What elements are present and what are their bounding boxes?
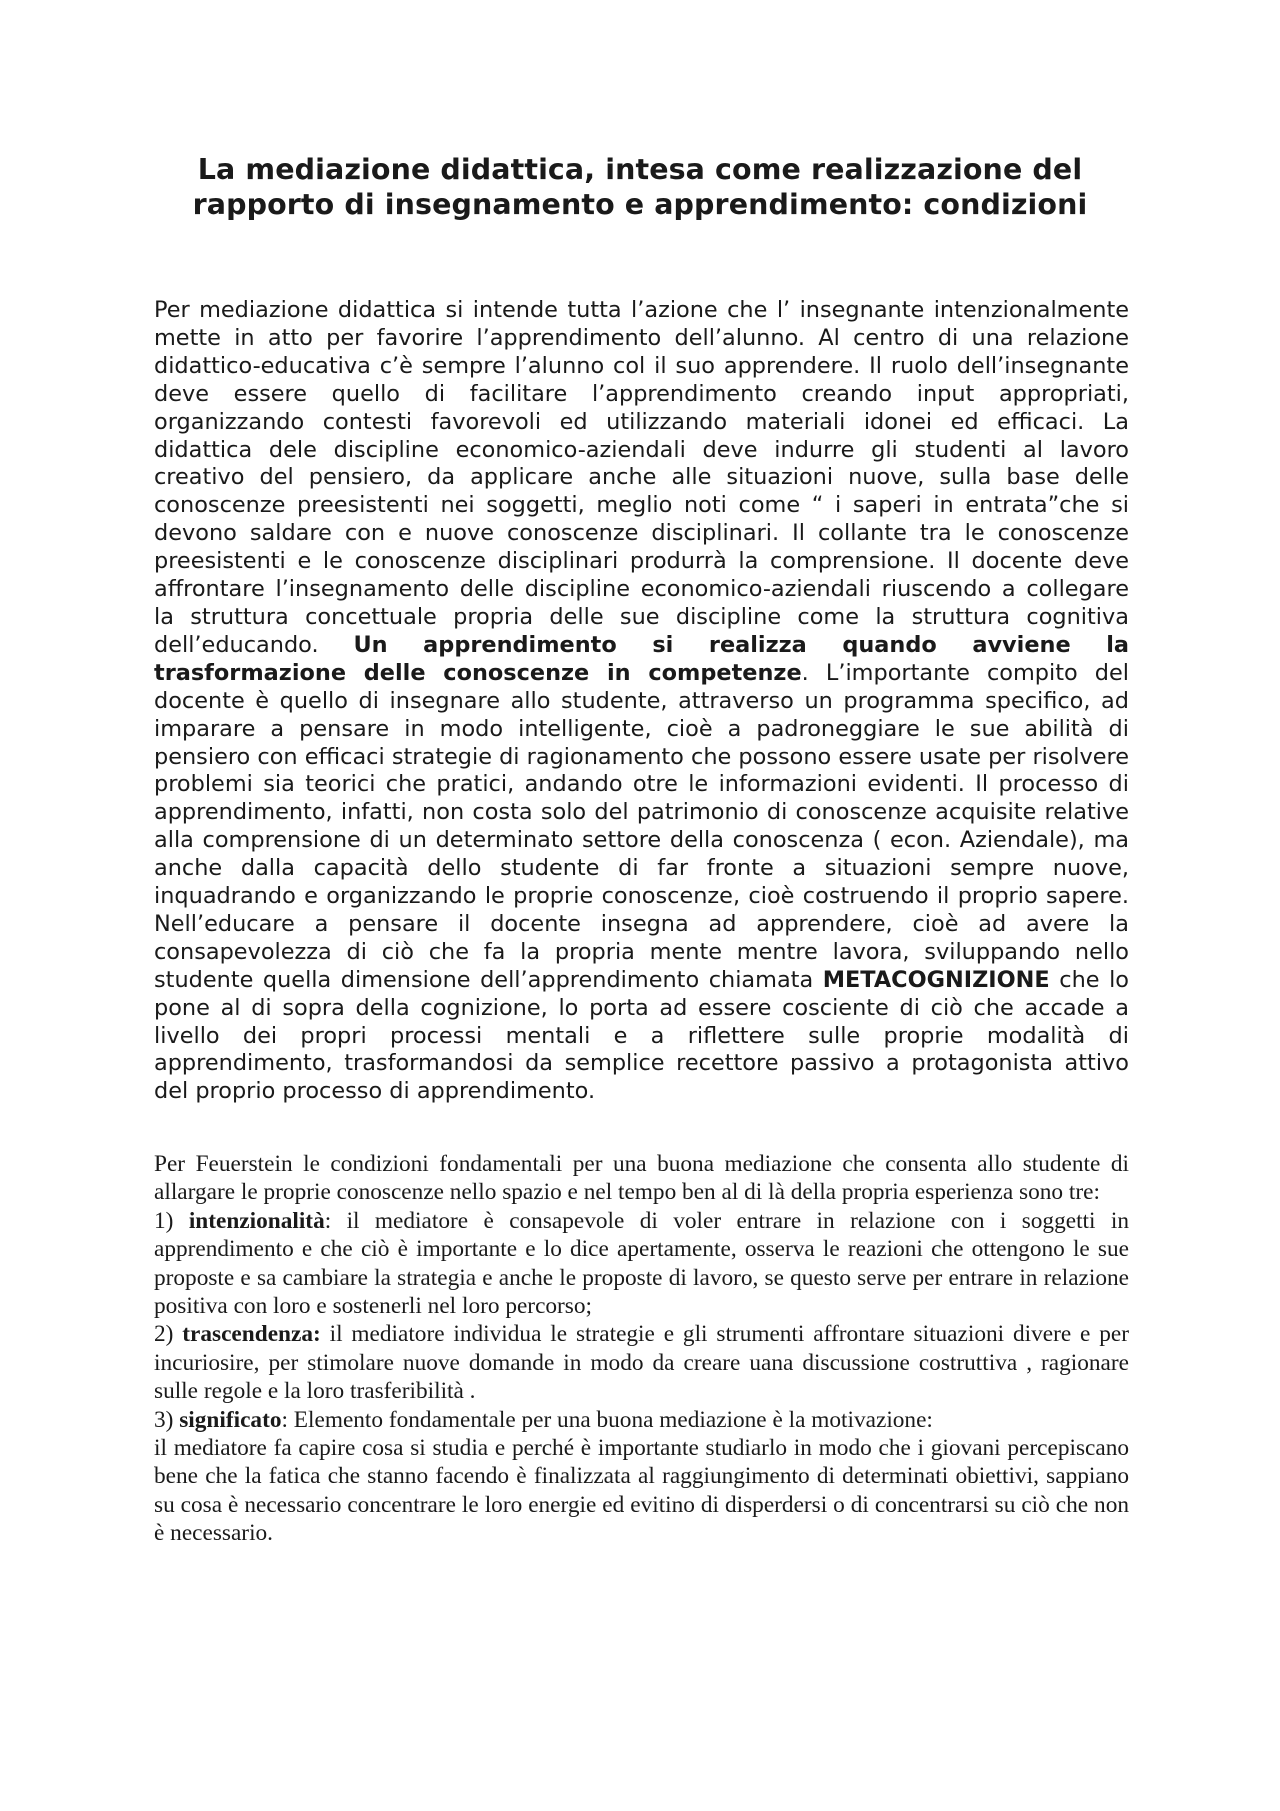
condition-term-1: intenzionalità [188,1207,325,1234]
condition-number-1: 1) [154,1207,189,1234]
title-line-2: rapporto di insegnamento e apprendimento: condizioni [192,188,1088,221]
condition-term-3: significato [179,1406,282,1433]
condition-text-1: : il mediatore è consapevole di voler entrare in relazione con i soggetti in apprendimento e che ciò è importante e lo dice apertamente, osserva le reazioni che ottengono le sue proposte e sa cambiare la strategia e anche le proposte di lavoro, se questo serve per entrare in relazione positiva con loro e sostenerli nel loro percorso; [154,1207,1130,1320]
condition-number-3: 3) [154,1406,180,1433]
intro-bold-2: METACOGNIZIONE [822,966,1050,993]
closing-paragraph: il mediatore fa capire cosa si studia e perché è importante studiarlo in modo che i giovani percepiscano bene che la fatica che stanno facendo è finalizzata al raggiungimento di determinati obiettivi, sappiano su cosa è necessario concentrare le loro energie ed evitino di disperdersi o di concentrarsi su ciò che non è necessario. [154,1435,1129,1547]
condition-item-3 [154,1406,1129,1434]
condition-number-2: 2) [154,1321,183,1348]
feuerstein-section [154,1150,1129,1548]
condition-text-2: il mediatore individua le strategie e gli strumenti affrontare situazioni divere e per incuriosire, per stimolare nuove domande in modo da creare uana discussione costruttiva , ragionare sulle regole e la loro trasferibilità . [154,1321,1129,1405]
feuerstein-intro: Per Feuerstein le condizioni fondamentali per una buona mediazione che consenta allo studente di allargare le proprie conoscenze nello spazio e nel tempo ben al di là della propria esperienza sono tre: [154,1151,1129,1206]
intro-text-1: Per mediazione didattica si intende tutta l’azione che l’ insegnante intenzionalmente mette in atto per favorire l’apprendimento dell’alunno. Al centro di una relazione didattico-educativa c’è sempre l’alunno col il suo apprendere. Il ruolo dell’insegnante deve essere quello di facilitare l’apprendimento creando input appropriati, organizzando contesti favorevoli ed utilizzando materiali idonei ed efficaci. La didattica dele discipline economico-aziendali deve indurre gli studenti al lavoro creativo del pensiero, da applicare anche alle situazioni nuove, sulla base delle conoscenze preesistenti nei soggetti, meglio noti come “ i saperi in entrata”che si devono saldare con e nuove conoscenze disciplinari. Il collante tra le conoscenze preesistenti e le conoscenze disciplinari produrrà la comprensione. Il docente deve affrontare l’insegnamento delle discipline economico-aziendali riuscendo a collegare la struttura concettuale propria delle sue discipline come la struttura cognitiva dell’educando. [154,297,1129,658]
condition-term-2: trascendenza: [182,1321,321,1348]
condition-item-2 [154,1320,1129,1405]
intro-text-2: . L’importante compito del docente è quello di insegnare allo studente, attraverso un programma specifico, ad imparare a pensare in modo intelligente, cioè a padroneggiare le sue abilità di pensiero con efficaci strategie di ragionamento che possono essere usate per risolvere problemi sia teorici che pratici, andando otre le informazioni evidenti. Il processo di apprendimento, infatti, non costa solo del patrimonio di conoscenze acquisite relative alla comprensione di un determinato settore della conoscenza ( econ. Aziendale), ma anche dalla capacità dello studente di far fronte a situazioni sempre nuove, inquadrando e organizzando le proprie conoscenze, cioè costruendo il proprio sapere. Nell’educare a pensare il docente insegna ad apprendere, cioè ad avere la consapevolezza di ciò che fa la propria mente mentre lavora, sviluppando nello studente quella dimensione dell’apprendimento chiamata [154,659,1130,993]
intro-bold-1: Un apprendimento si realizza quando avviene la trasformazione delle conoscenze in competenze [154,631,1129,686]
document-title [150,152,1130,222]
condition-text-3: : Elemento fondamentale per una buona mediazione è la motivazione: [281,1406,933,1433]
intro-paragraph [154,297,1129,1106]
title-line-1: La mediazione didattica, intesa come realizzazione del [197,153,1083,186]
intro-text-3: che lo pone al di sopra della cognizione, lo porta ad essere cosciente di ciò che accade a livello dei propri processi mentali e a riflettere sulle proprie modalità di apprendimento, trasformandosi da semplice recettore passivo a protagonista attivo del proprio processo di apprendimento. [154,966,1129,1105]
condition-item-1 [154,1207,1129,1321]
